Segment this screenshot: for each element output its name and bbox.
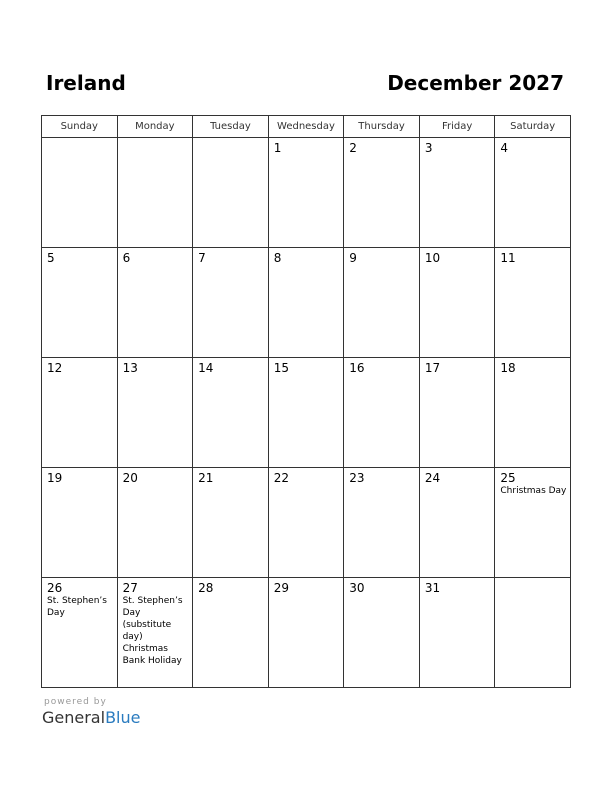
day-number: 17 — [424, 361, 441, 375]
day-number — [495, 578, 570, 581]
day-number — [193, 138, 268, 141]
weekday-header: Friday — [419, 116, 495, 138]
day-number: 10 — [424, 251, 441, 265]
powered-by-label: powered by — [44, 697, 107, 707]
day-cell — [268, 578, 344, 688]
day-cell — [42, 578, 118, 688]
day-cell — [268, 248, 344, 358]
day-cell — [117, 578, 193, 688]
week-row — [42, 248, 571, 358]
weekday-header: Sunday — [42, 116, 118, 138]
day-number: 28 — [198, 581, 214, 595]
day-cell — [42, 248, 118, 358]
day-number: 9 — [349, 251, 357, 265]
holiday-label: St. Stephen’s Day — [47, 596, 107, 618]
weekday-header: Monday — [117, 116, 193, 138]
brand-general: General — [42, 708, 106, 727]
day-number: 30 — [349, 581, 365, 595]
day-cell — [117, 468, 193, 578]
day-number: 19 — [47, 471, 63, 485]
country-title: Ireland — [46, 71, 126, 95]
holiday-label: St. Stephen’s Day (substitute day) — [122, 596, 183, 642]
day-number — [118, 138, 193, 141]
day-number: 4 — [500, 141, 509, 155]
day-cell — [344, 248, 420, 358]
holiday-label: Christmas Day — [500, 486, 567, 496]
day-number: 21 — [198, 471, 214, 485]
day-cell — [193, 248, 269, 358]
day-cell — [117, 138, 193, 248]
day-number: 24 — [424, 471, 441, 485]
day-number: 5 — [47, 251, 55, 265]
day-number: 27 — [122, 581, 138, 595]
day-number: 16 — [349, 361, 365, 375]
weekday-header: Wednesday — [268, 116, 344, 138]
day-cell — [419, 468, 495, 578]
month-year-title: December 2027 — [387, 71, 564, 95]
day-number: 23 — [349, 471, 365, 485]
day-cell — [419, 358, 495, 468]
day-cell — [344, 468, 420, 578]
day-number: 7 — [198, 251, 206, 265]
day-cell — [495, 468, 571, 578]
day-cell — [344, 358, 420, 468]
day-cell — [193, 468, 269, 578]
day-number: 26 — [47, 581, 63, 595]
day-cell — [495, 358, 571, 468]
day-number: 11 — [500, 251, 516, 265]
day-number: 2 — [349, 141, 357, 155]
day-number: 18 — [500, 361, 516, 375]
day-cell — [117, 358, 193, 468]
day-number: 15 — [273, 361, 289, 375]
day-number: 3 — [424, 141, 433, 155]
day-cell — [495, 248, 571, 358]
weekday-header: Tuesday — [193, 116, 269, 138]
day-cell — [344, 578, 420, 688]
day-number: 31 — [424, 581, 441, 595]
week-row — [42, 138, 571, 248]
weekday-header: Thursday — [344, 116, 420, 138]
day-cell — [42, 468, 118, 578]
day-number: 8 — [273, 251, 282, 265]
week-row — [42, 358, 571, 468]
day-cell — [268, 138, 344, 248]
day-number: 14 — [198, 361, 214, 375]
weekday-header-row — [42, 116, 571, 138]
day-cell — [193, 578, 269, 688]
day-cell — [495, 138, 571, 248]
day-cell — [344, 138, 420, 248]
day-number: 22 — [273, 471, 289, 485]
day-number: 1 — [273, 141, 282, 155]
day-number: 12 — [47, 361, 63, 375]
day-number: 20 — [122, 471, 138, 485]
day-cell — [419, 578, 495, 688]
generalblue-logo — [42, 708, 140, 727]
holiday-label: Christmas Bank Holiday — [122, 644, 182, 666]
day-cell — [42, 358, 118, 468]
day-cell — [42, 138, 118, 248]
day-cell — [117, 248, 193, 358]
day-cell — [268, 468, 344, 578]
day-cell — [193, 358, 269, 468]
day-number: 29 — [273, 581, 289, 595]
day-number: 25 — [500, 471, 516, 485]
day-cell — [419, 248, 495, 358]
day-cell — [495, 578, 571, 688]
day-number — [42, 138, 117, 141]
day-number: 13 — [122, 361, 138, 375]
weekday-header: Saturday — [495, 116, 571, 138]
week-row — [42, 578, 571, 688]
week-row — [42, 468, 571, 578]
day-cell — [193, 138, 269, 248]
brand-blue: Blue — [105, 708, 141, 727]
day-cell — [419, 138, 495, 248]
calendar-grid — [41, 115, 571, 688]
day-cell — [268, 358, 344, 468]
day-number: 6 — [122, 251, 131, 265]
